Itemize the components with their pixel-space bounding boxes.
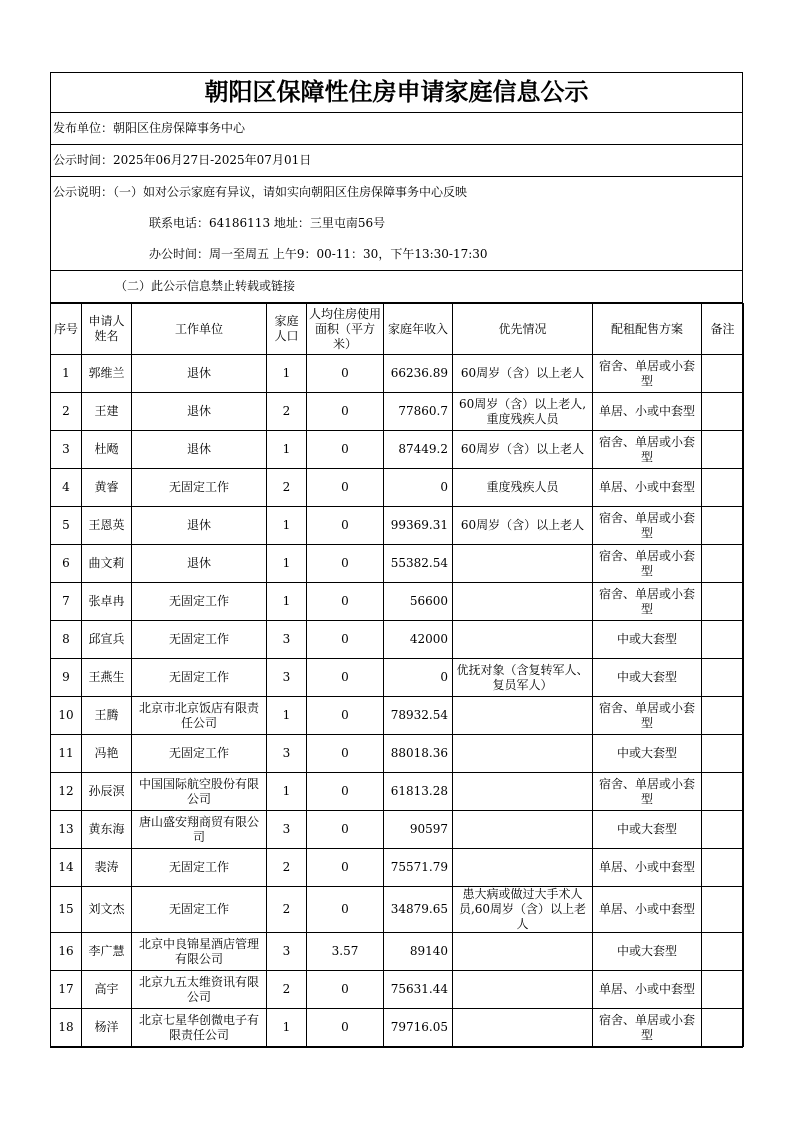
cell-employer: 无固定工作 bbox=[132, 659, 267, 697]
table-row bbox=[51, 933, 744, 971]
cell-income: 42000 bbox=[384, 621, 453, 659]
cell-area: 3.57 bbox=[307, 933, 384, 971]
cell-remarks bbox=[702, 933, 744, 971]
cell-income: 89140 bbox=[384, 933, 453, 971]
contact-line bbox=[51, 208, 742, 239]
cell-remarks bbox=[702, 887, 744, 933]
cell-plan: 宿舍、单居或小套型 bbox=[593, 773, 702, 811]
cell-priority: 优抚对象（含复转军人、复员军人） bbox=[453, 659, 593, 697]
cell-plan: 单居、小或中套型 bbox=[593, 887, 702, 933]
header-remarks: 备注 bbox=[702, 304, 744, 355]
cell-household-size: 1 bbox=[267, 1009, 307, 1047]
cell-plan: 中或大套型 bbox=[593, 735, 702, 773]
table-row bbox=[51, 507, 744, 545]
cell-area: 0 bbox=[307, 431, 384, 469]
cell-remarks bbox=[702, 583, 744, 621]
cell-name: 刘文杰 bbox=[82, 887, 132, 933]
cell-remarks bbox=[702, 773, 744, 811]
cell-name: 王燕生 bbox=[82, 659, 132, 697]
cell-employer: 唐山盛安翔商贸有限公司 bbox=[132, 811, 267, 849]
cell-remarks bbox=[702, 507, 744, 545]
table-header-row bbox=[51, 304, 744, 355]
cell-remarks bbox=[702, 971, 744, 1009]
cell-employer: 退休 bbox=[132, 545, 267, 583]
cell-household-size: 1 bbox=[267, 507, 307, 545]
cell-remarks bbox=[702, 697, 744, 735]
table-row bbox=[51, 469, 744, 507]
cell-priority: 60周岁（含）以上老人 bbox=[453, 507, 593, 545]
cell-plan: 单居、小或中套型 bbox=[593, 849, 702, 887]
header-priority: 优先情况 bbox=[453, 304, 593, 355]
cell-area: 0 bbox=[307, 887, 384, 933]
cell-income: 99369.31 bbox=[384, 507, 453, 545]
table-row bbox=[51, 621, 744, 659]
cell-name: 曲文莉 bbox=[82, 545, 132, 583]
header-household-size: 家庭人口 bbox=[267, 304, 307, 355]
cell-area: 0 bbox=[307, 545, 384, 583]
cell-priority: 患大病或做过大手术人员,60周岁（含）以上老人 bbox=[453, 887, 593, 933]
cell-remarks bbox=[702, 355, 744, 393]
cell-priority bbox=[453, 583, 593, 621]
publisher-line: 发布单位：朝阳区住房保障事务中心 bbox=[51, 113, 742, 145]
cell-name: 黄东海 bbox=[82, 811, 132, 849]
table-row bbox=[51, 773, 744, 811]
cell-priority bbox=[453, 697, 593, 735]
cell-plan: 宿舍、单居或小套型 bbox=[593, 1009, 702, 1047]
cell-index: 9 bbox=[51, 659, 82, 697]
cell-area: 0 bbox=[307, 735, 384, 773]
notice-line-1 bbox=[51, 177, 742, 208]
notice-line-2 bbox=[51, 271, 742, 303]
cell-remarks bbox=[702, 735, 744, 773]
cell-priority bbox=[453, 933, 593, 971]
cell-remarks bbox=[702, 1009, 744, 1047]
cell-household-size: 2 bbox=[267, 469, 307, 507]
cell-area: 0 bbox=[307, 849, 384, 887]
cell-employer: 无固定工作 bbox=[132, 735, 267, 773]
notice-label: 公示说明： bbox=[53, 185, 114, 199]
cell-priority bbox=[453, 621, 593, 659]
cell-index: 2 bbox=[51, 393, 82, 431]
cell-name: 高宇 bbox=[82, 971, 132, 1009]
cell-name: 李广慧 bbox=[82, 933, 132, 971]
cell-remarks bbox=[702, 469, 744, 507]
table-row bbox=[51, 811, 744, 849]
cell-index: 12 bbox=[51, 773, 82, 811]
table-row bbox=[51, 1009, 744, 1047]
cell-index: 18 bbox=[51, 1009, 82, 1047]
table-row bbox=[51, 659, 744, 697]
cell-employer: 北京九五太维资讯有限公司 bbox=[132, 971, 267, 1009]
cell-employer: 无固定工作 bbox=[132, 621, 267, 659]
cell-income: 90597 bbox=[384, 811, 453, 849]
cell-plan: 中或大套型 bbox=[593, 621, 702, 659]
cell-name: 张卓冉 bbox=[82, 583, 132, 621]
cell-priority bbox=[453, 545, 593, 583]
cell-household-size: 2 bbox=[267, 887, 307, 933]
table-row bbox=[51, 697, 744, 735]
cell-index: 1 bbox=[51, 355, 82, 393]
cell-remarks bbox=[702, 811, 744, 849]
cell-employer: 无固定工作 bbox=[132, 583, 267, 621]
cell-name: 王建 bbox=[82, 393, 132, 431]
cell-plan: 中或大套型 bbox=[593, 933, 702, 971]
cell-income: 0 bbox=[384, 469, 453, 507]
cell-name: 冯艳 bbox=[82, 735, 132, 773]
cell-plan: 单居、小或中套型 bbox=[593, 393, 702, 431]
cell-household-size: 2 bbox=[267, 971, 307, 1009]
cell-employer: 退休 bbox=[132, 431, 267, 469]
cell-index: 13 bbox=[51, 811, 82, 849]
notice-item-2: （二）此公示信息禁止转载或链接 bbox=[115, 279, 296, 293]
cell-remarks bbox=[702, 621, 744, 659]
cell-index: 7 bbox=[51, 583, 82, 621]
cell-index: 14 bbox=[51, 849, 82, 887]
header-employer: 工作单位 bbox=[132, 304, 267, 355]
cell-index: 11 bbox=[51, 735, 82, 773]
cell-priority bbox=[453, 773, 593, 811]
table-row bbox=[51, 971, 744, 1009]
cell-index: 6 bbox=[51, 545, 82, 583]
applicant-table bbox=[50, 303, 744, 1047]
cell-employer: 退休 bbox=[132, 507, 267, 545]
cell-area: 0 bbox=[307, 583, 384, 621]
cell-employer: 无固定工作 bbox=[132, 849, 267, 887]
cell-area: 0 bbox=[307, 1009, 384, 1047]
cell-income: 75631.44 bbox=[384, 971, 453, 1009]
cell-plan: 宿舍、单居或小套型 bbox=[593, 431, 702, 469]
cell-name: 杜飏 bbox=[82, 431, 132, 469]
cell-income: 66236.89 bbox=[384, 355, 453, 393]
cell-plan: 宿舍、单居或小套型 bbox=[593, 545, 702, 583]
cell-employer: 退休 bbox=[132, 393, 267, 431]
cell-employer: 北京七星华创微电子有限责任公司 bbox=[132, 1009, 267, 1047]
table-row bbox=[51, 849, 744, 887]
cell-area: 0 bbox=[307, 469, 384, 507]
cell-priority: 重度残疾人员 bbox=[453, 469, 593, 507]
header-index: 序号 bbox=[51, 304, 82, 355]
cell-name: 裴涛 bbox=[82, 849, 132, 887]
table-row bbox=[51, 583, 744, 621]
cell-household-size: 3 bbox=[267, 735, 307, 773]
cell-area: 0 bbox=[307, 697, 384, 735]
cell-plan: 宿舍、单居或小套型 bbox=[593, 507, 702, 545]
cell-income: 78932.54 bbox=[384, 697, 453, 735]
header-area: 人均住房使用面积（平方米） bbox=[307, 304, 384, 355]
cell-plan: 中或大套型 bbox=[593, 811, 702, 849]
cell-household-size: 1 bbox=[267, 697, 307, 735]
cell-remarks bbox=[702, 393, 744, 431]
cell-employer: 无固定工作 bbox=[132, 887, 267, 933]
cell-income: 79716.05 bbox=[384, 1009, 453, 1047]
contact-text: 联系电话：64186113 地址：三里屯南56号 bbox=[149, 216, 386, 230]
cell-area: 0 bbox=[307, 507, 384, 545]
cell-name: 郭维兰 bbox=[82, 355, 132, 393]
cell-priority bbox=[453, 849, 593, 887]
cell-income: 88018.36 bbox=[384, 735, 453, 773]
cell-index: 3 bbox=[51, 431, 82, 469]
cell-remarks bbox=[702, 431, 744, 469]
table-row bbox=[51, 355, 744, 393]
cell-plan: 单居、小或中套型 bbox=[593, 971, 702, 1009]
cell-income: 61813.28 bbox=[384, 773, 453, 811]
header-plan: 配租配售方案 bbox=[593, 304, 702, 355]
cell-area: 0 bbox=[307, 811, 384, 849]
cell-remarks bbox=[702, 659, 744, 697]
cell-employer: 北京市北京饭店有限责任公司 bbox=[132, 697, 267, 735]
cell-employer: 中国国际航空股份有限公司 bbox=[132, 773, 267, 811]
cell-income: 56600 bbox=[384, 583, 453, 621]
cell-priority bbox=[453, 971, 593, 1009]
cell-household-size: 1 bbox=[267, 773, 307, 811]
cell-index: 15 bbox=[51, 887, 82, 933]
cell-plan: 宿舍、单居或小套型 bbox=[593, 583, 702, 621]
hours-text: 办公时间：周一至周五 上午9：00-11：30，下午13:30-17:30 bbox=[149, 247, 488, 261]
cell-household-size: 3 bbox=[267, 933, 307, 971]
cell-household-size: 1 bbox=[267, 545, 307, 583]
period-line: 公示时间：2025年06月27日-2025年07月01日 bbox=[51, 145, 742, 177]
cell-income: 55382.54 bbox=[384, 545, 453, 583]
cell-area: 0 bbox=[307, 971, 384, 1009]
cell-income: 87449.2 bbox=[384, 431, 453, 469]
cell-area: 0 bbox=[307, 355, 384, 393]
cell-area: 0 bbox=[307, 621, 384, 659]
cell-income: 34879.65 bbox=[384, 887, 453, 933]
table-row bbox=[51, 393, 744, 431]
cell-employer: 退休 bbox=[132, 355, 267, 393]
cell-employer: 无固定工作 bbox=[132, 469, 267, 507]
cell-remarks bbox=[702, 545, 744, 583]
cell-index: 10 bbox=[51, 697, 82, 735]
hours-line bbox=[51, 239, 742, 271]
cell-index: 16 bbox=[51, 933, 82, 971]
cell-index: 5 bbox=[51, 507, 82, 545]
cell-priority bbox=[453, 1009, 593, 1047]
header-name: 申请人姓名 bbox=[82, 304, 132, 355]
table-row bbox=[51, 431, 744, 469]
cell-household-size: 1 bbox=[267, 583, 307, 621]
cell-household-size: 3 bbox=[267, 811, 307, 849]
cell-priority: 60周岁（含）以上老人,重度残疾人员 bbox=[453, 393, 593, 431]
cell-household-size: 1 bbox=[267, 431, 307, 469]
cell-name: 邱宣兵 bbox=[82, 621, 132, 659]
table-row bbox=[51, 735, 744, 773]
cell-plan: 宿舍、单居或小套型 bbox=[593, 355, 702, 393]
table-row bbox=[51, 545, 744, 583]
cell-name: 孙辰溟 bbox=[82, 773, 132, 811]
cell-name: 杨洋 bbox=[82, 1009, 132, 1047]
cell-priority: 60周岁（含）以上老人 bbox=[453, 431, 593, 469]
page-title: 朝阳区保障性住房申请家庭信息公示 bbox=[51, 73, 742, 113]
cell-household-size: 1 bbox=[267, 355, 307, 393]
cell-income: 0 bbox=[384, 659, 453, 697]
cell-household-size: 3 bbox=[267, 621, 307, 659]
cell-name: 王腾 bbox=[82, 697, 132, 735]
cell-income: 75571.79 bbox=[384, 849, 453, 887]
cell-area: 0 bbox=[307, 659, 384, 697]
cell-priority bbox=[453, 811, 593, 849]
cell-index: 8 bbox=[51, 621, 82, 659]
cell-index: 4 bbox=[51, 469, 82, 507]
cell-index: 17 bbox=[51, 971, 82, 1009]
header-income: 家庭年收入 bbox=[384, 304, 453, 355]
cell-employer: 北京中良锦星酒店管理有限公司 bbox=[132, 933, 267, 971]
cell-plan: 宿舍、单居或小套型 bbox=[593, 697, 702, 735]
notice-sheet bbox=[50, 72, 743, 1048]
cell-area: 0 bbox=[307, 393, 384, 431]
cell-priority bbox=[453, 735, 593, 773]
cell-household-size: 2 bbox=[267, 393, 307, 431]
cell-area: 0 bbox=[307, 773, 384, 811]
cell-household-size: 3 bbox=[267, 659, 307, 697]
cell-plan: 中或大套型 bbox=[593, 659, 702, 697]
cell-priority: 60周岁（含）以上老人 bbox=[453, 355, 593, 393]
notice-item-1: （一）如对公示家庭有异议，请如实向朝阳区住房保障事务中心反映 bbox=[113, 185, 468, 199]
cell-name: 王恩英 bbox=[82, 507, 132, 545]
cell-household-size: 2 bbox=[267, 849, 307, 887]
cell-plan: 单居、小或中套型 bbox=[593, 469, 702, 507]
cell-income: 77860.7 bbox=[384, 393, 453, 431]
table-row bbox=[51, 887, 744, 933]
cell-name: 黄睿 bbox=[82, 469, 132, 507]
cell-remarks bbox=[702, 849, 744, 887]
